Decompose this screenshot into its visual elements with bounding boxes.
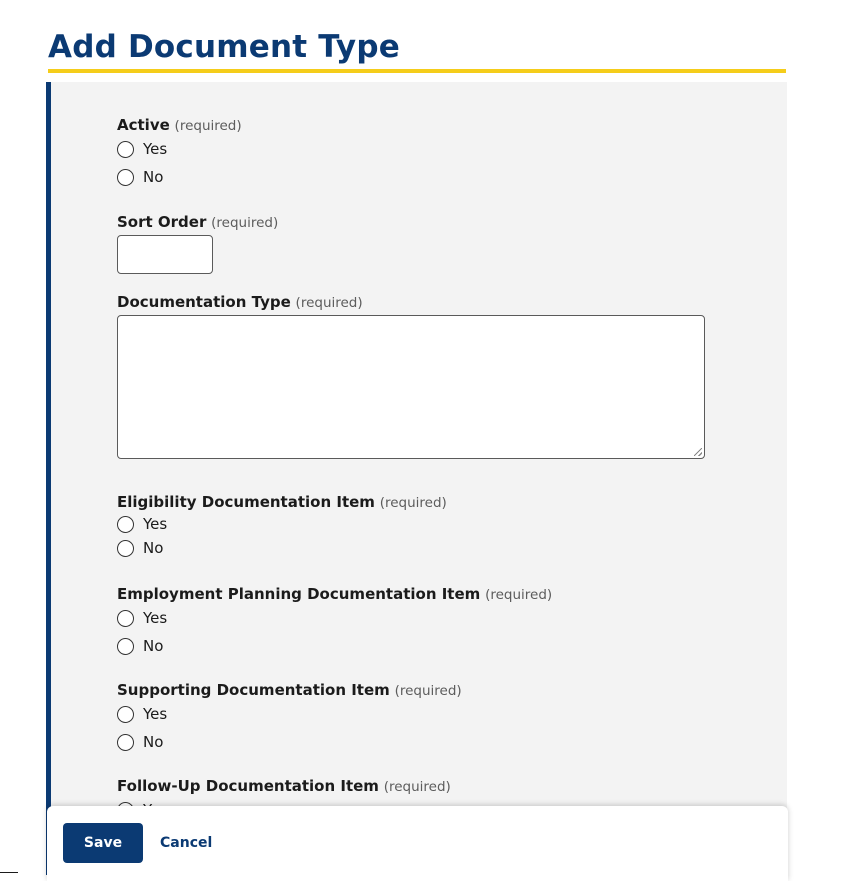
active-option-yes[interactable] (117, 135, 242, 163)
cancel-link[interactable]: Cancel (160, 835, 213, 851)
sort-order-field (117, 213, 278, 274)
radio-label: No (143, 733, 164, 751)
required-note: (required) (295, 295, 363, 311)
required-note: (required) (379, 495, 447, 511)
required-note: (required) (394, 683, 462, 699)
active-label: Active (117, 116, 170, 134)
sort-order-input[interactable] (117, 235, 213, 274)
employment-planning-item-field (117, 585, 552, 660)
title-underline (48, 69, 786, 73)
eligibility-item-label: Eligibility Documentation Item (117, 493, 375, 511)
required-note: (required) (383, 779, 451, 795)
active-field (117, 116, 242, 191)
sort-order-label: Sort Order (117, 213, 207, 231)
eligibility-option-no[interactable] (117, 536, 447, 560)
radio-label: Yes (143, 609, 168, 627)
radio-button[interactable] (117, 610, 134, 627)
supporting-item-label: Supporting Documentation Item (117, 681, 390, 699)
required-note: (required) (485, 587, 553, 603)
employment-planning-option-no[interactable] (117, 632, 552, 660)
resize-handle[interactable] (694, 448, 702, 456)
radio-label: Yes (143, 515, 168, 533)
radio-button[interactable] (117, 638, 134, 655)
documentation-type-field (117, 293, 705, 459)
radio-label: Yes (143, 140, 168, 158)
radio-label: No (143, 539, 164, 557)
sticky-action-bar (47, 806, 788, 881)
documentation-type-label: Documentation Type (117, 293, 291, 311)
edge-divider (0, 872, 18, 873)
radio-label: Yes (143, 705, 168, 723)
radio-button[interactable] (117, 706, 134, 723)
radio-button[interactable] (117, 516, 134, 533)
employment-planning-item-label: Employment Planning Documentation Item (117, 585, 481, 603)
form-panel (46, 82, 787, 875)
required-note: (required) (174, 118, 242, 134)
eligibility-option-yes[interactable] (117, 512, 447, 536)
radio-button[interactable] (117, 169, 134, 186)
follow-up-item-label: Follow-Up Documentation Item (117, 777, 379, 795)
eligibility-item-field (117, 493, 447, 560)
employment-planning-option-yes[interactable] (117, 604, 552, 632)
required-note: (required) (211, 215, 279, 231)
radio-button[interactable] (117, 734, 134, 751)
radio-label: No (143, 637, 164, 655)
page-title: Add Document Type (48, 29, 400, 65)
documentation-type-textarea[interactable] (117, 315, 705, 459)
radio-label: No (143, 168, 164, 186)
supporting-option-no[interactable] (117, 728, 462, 756)
active-option-no[interactable] (117, 163, 242, 191)
supporting-item-field (117, 681, 462, 756)
save-button[interactable]: Save (63, 823, 143, 863)
radio-button[interactable] (117, 141, 134, 158)
radio-button[interactable] (117, 540, 134, 557)
supporting-option-yes[interactable] (117, 700, 462, 728)
